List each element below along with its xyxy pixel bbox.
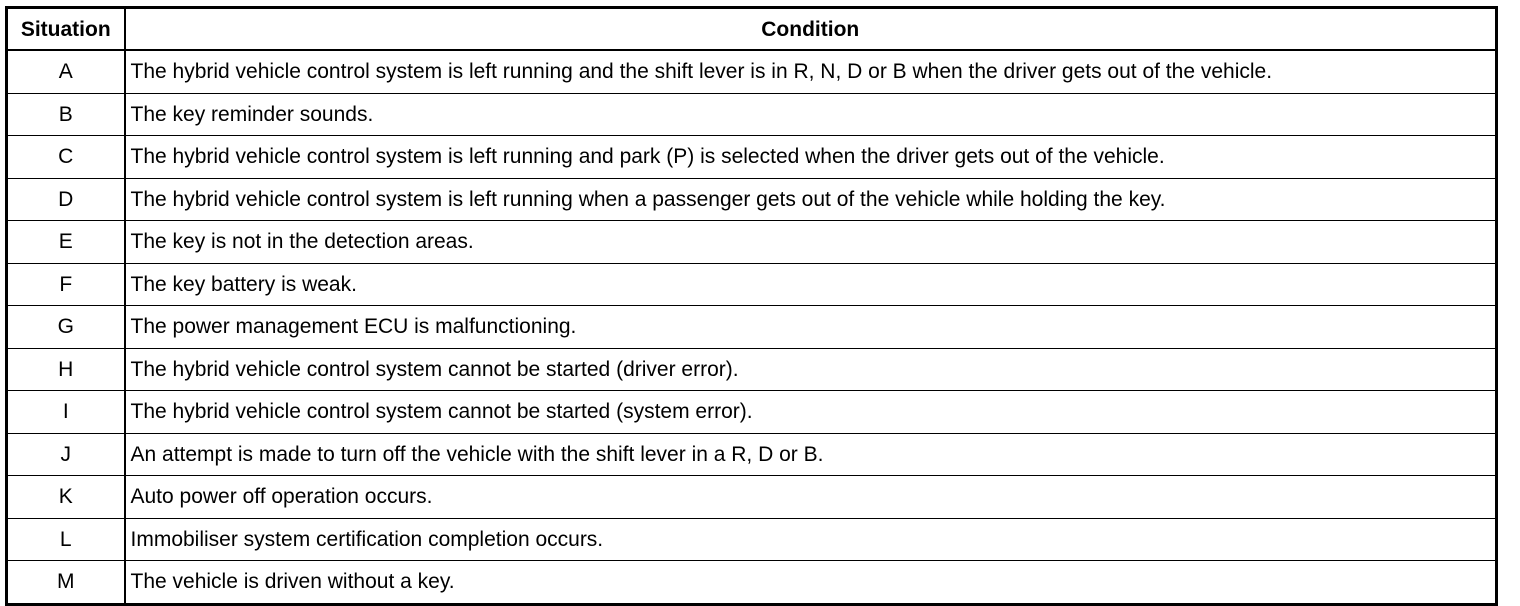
- condition-column-header: Condition: [125, 8, 1497, 51]
- table-row: [7, 348, 1497, 391]
- condition-cell: Auto power off operation occurs.: [125, 476, 1497, 519]
- table-header-row: [7, 8, 1497, 51]
- condition-cell: The hybrid vehicle control system cannot be started (system error).: [125, 391, 1497, 434]
- table-row: [7, 50, 1497, 93]
- table-row: [7, 518, 1497, 561]
- table-row: [7, 476, 1497, 519]
- condition-cell: Immobiliser system certification completion occurs.: [125, 518, 1497, 561]
- situation-cell: L: [7, 518, 125, 561]
- condition-cell: The power management ECU is malfunctioning.: [125, 306, 1497, 349]
- table-row: [7, 178, 1497, 221]
- situation-cell: J: [7, 433, 125, 476]
- situation-cell: F: [7, 263, 125, 306]
- situation-column-header: Situation: [7, 8, 125, 51]
- condition-cell: The key reminder sounds.: [125, 93, 1497, 136]
- table-row: [7, 221, 1497, 264]
- condition-cell: The hybrid vehicle control system is left running and the shift lever is in R, N, D or B when the driver gets out of the vehicle.: [125, 50, 1497, 93]
- table-row: [7, 136, 1497, 179]
- table-row: [7, 391, 1497, 434]
- situation-cell: M: [7, 561, 125, 605]
- situation-cell: G: [7, 306, 125, 349]
- condition-cell: The hybrid vehicle control system is left running and park (P) is selected when the driver gets out of the vehicle.: [125, 136, 1497, 179]
- table-row: [7, 263, 1497, 306]
- situation-cell: I: [7, 391, 125, 434]
- situation-cell: C: [7, 136, 125, 179]
- condition-cell: The key battery is weak.: [125, 263, 1497, 306]
- situation-cell: B: [7, 93, 125, 136]
- condition-cell: The hybrid vehicle control system is left running when a passenger gets out of the vehicle while holding the key.: [125, 178, 1497, 221]
- condition-cell: The vehicle is driven without a key.: [125, 561, 1497, 605]
- table-row: [7, 433, 1497, 476]
- table-row: [7, 561, 1497, 605]
- table-row: [7, 306, 1497, 349]
- situation-cell: A: [7, 50, 125, 93]
- situation-cell: K: [7, 476, 125, 519]
- situation-condition-table-container: [5, 6, 1495, 600]
- condition-cell: The key is not in the detection areas.: [125, 221, 1497, 264]
- condition-cell: An attempt is made to turn off the vehicle with the shift lever in a R, D or B.: [125, 433, 1497, 476]
- table-row: [7, 93, 1497, 136]
- situation-cell: H: [7, 348, 125, 391]
- situation-cell: D: [7, 178, 125, 221]
- situation-condition-table: [5, 6, 1498, 606]
- situation-cell: E: [7, 221, 125, 264]
- condition-cell: The hybrid vehicle control system cannot be started (driver error).: [125, 348, 1497, 391]
